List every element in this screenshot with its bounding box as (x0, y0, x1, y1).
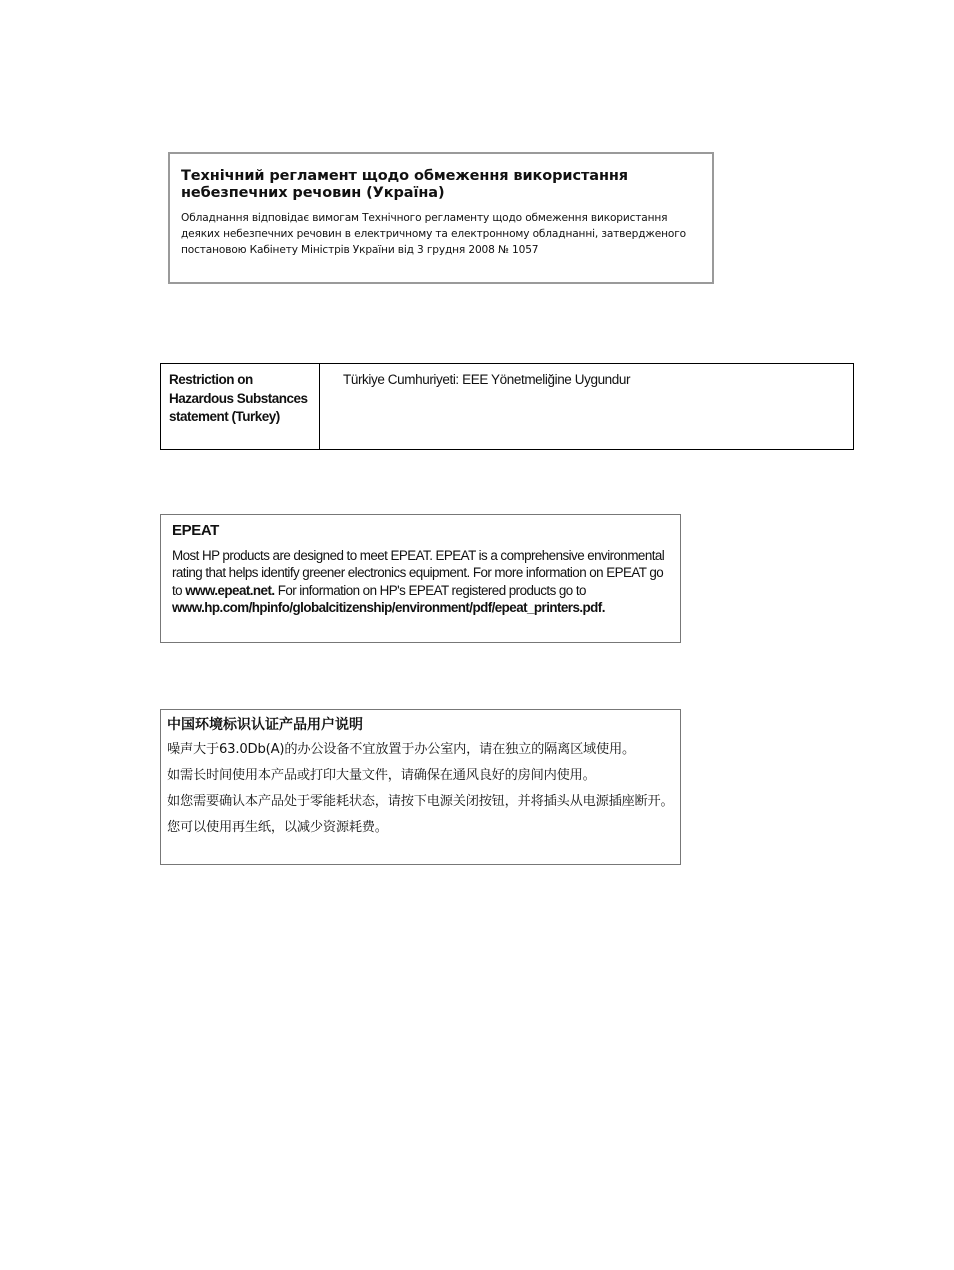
china-label-line-power: 如您需要确认本产品处于零能耗状态，请按下电源关闭按钮，并将插头从电源插座断开。 (167, 794, 674, 809)
hp-epeat-link[interactable]: www.hp.com/hpinfo/globalcitizenship/environment/pdf/epeat_printers.pdf. (172, 599, 605, 615)
ukraine-rohs-box (168, 152, 714, 284)
epeat-text-2: For information on HP's EPEAT registered products go to (277, 582, 586, 598)
china-label-line-ventilation: 如需长时间使用本产品或打印大量文件，请确保在通风良好的房间内使用。 (167, 768, 596, 783)
epeat-box (160, 514, 681, 643)
turkey-rohs-label: Restriction on Hazardous Substances statement (Turkey) (161, 364, 320, 450)
epeat-link[interactable]: www.epeat.net. (185, 582, 275, 598)
china-label-line-paper: 您可以使用再生纸，以减少资源耗费。 (167, 820, 388, 835)
epeat-text-1: Most HP products are designed to meet EPEAT. EPEAT is a comprehensive environmental rating that helps identify greener electronics equipment. For more information on EPEAT go to (172, 548, 665, 598)
epeat-body (172, 547, 672, 616)
epeat-title: EPEAT (172, 522, 219, 539)
turkey-rohs-table (160, 363, 854, 450)
ukraine-rohs-body: Обладнання відповідає вимогам Технічного регламенту щодо обмеження використання деяких небезпечних речовин в електричному та електронному обладнанні, затвердженого постановою Кабінету Міністрів України від 3 грудня 2008 № 1057 (181, 212, 687, 256)
china-environmental-label-box (160, 709, 681, 865)
ukraine-rohs-title: Технічний регламент щодо обмеження використання небезпечних речовин (Україна) (181, 168, 629, 201)
table-row (161, 364, 854, 450)
china-label-title: 中国环境标识认证产品用户说明 (167, 717, 363, 733)
turkey-rohs-value: Türkiye Cumhuriyeti: EEE Yönetmeliğine Uygundur (320, 364, 854, 450)
china-label-line-noise: 噪声大于63.0Db(A)的办公设备不宜放置于办公室内，请在独立的隔离区域使用。 (167, 742, 636, 757)
